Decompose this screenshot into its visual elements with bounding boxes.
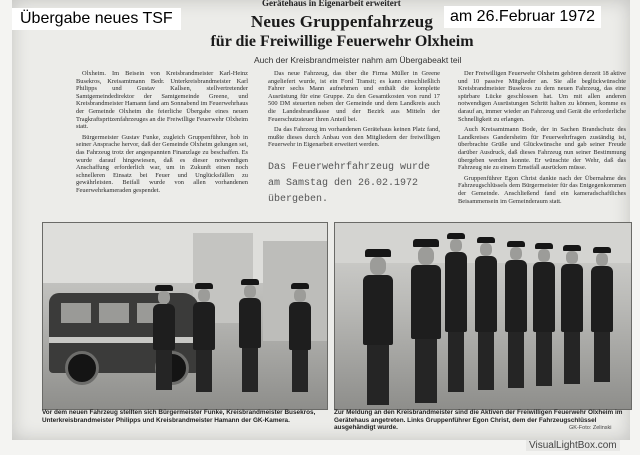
person	[475, 237, 497, 390]
article-column-2	[268, 70, 440, 148]
article-column-1	[76, 70, 248, 215]
photo-credit: GK-Foto: Zelinski	[569, 425, 612, 431]
person	[153, 285, 175, 390]
person	[193, 283, 215, 392]
typewritten-note: Das Feuerwehrfahrzeug wurde am Samstag den 26.02.1972 übergeben.	[268, 162, 431, 205]
photo-firefighters-lineup	[334, 222, 632, 410]
headline-line-2: für die Freiwillige Feuerwehr Olxheim	[210, 33, 474, 50]
person	[505, 241, 527, 388]
column-paragraph: Der Freiwilligen Feuerwehr Olxheim gehören derzeit 18 aktive und 10 passive Mitglieder an. Sie alle beglückwünschte Kreisbrandmeister Busekros zu dem neuen Fahrzeug, das eine spürbare Lücke geschlossen hat. Um mit allen anderen notwendigen Ausrüstungen Schritt halten zu können, komme es darauf an, immer wieder an Fahrzeug und Gerät die erforderliche Schnelligkeit zu erlangen.	[458, 70, 626, 123]
column-paragraph: Olxheim. Im Beisein von Kreisbrandmeister Karl-Heinz Busekros, Kreisamtmann Bedr. Unterkreisbrandmeister Karl Philipps und Gustav Kallsen, stellvertretender Samtgemeindedirektor der Samtgemeinde Greene, und Kreisbrandmeister Hamann fand am Sonnabend im Feuerwehrhaus der Gemeinde Olxheim die feierliche Übergabe eines neuen Tragkraftspritzenfahrzeuges an die Freiwillige Feuerwehr Olxheim statt.	[76, 70, 248, 131]
article-subline: Auch der Kreisbrandmeister nahm am Übergabeakt teil	[254, 55, 462, 65]
person	[591, 247, 613, 382]
photo-vehicle-handover	[42, 222, 328, 410]
photo-caption-right: Zur Meldung an den Kreisbrandmeister sind die Aktiven der Freiwilligen Feuerwehr Olxheim im Gerätehaus angetreten. Links Gruppenführer Egon Christ, dem der Fahrzeugschlüssel ausgehändigt wurde.	[334, 409, 623, 432]
headline-line-1: Neues Gruppenfahrzeug	[250, 12, 434, 31]
person	[561, 245, 583, 384]
overlay-title: Übergabe neues TSF	[12, 8, 181, 30]
person	[363, 249, 393, 405]
photo-caption-left: Vor dem neuen Fahrzeug stellten sich Bürgermeister Funke, Kreisbrandmeister Busekros, Unterkreisbrandmeister Philipps und Kreisbrandmeister Hamann der GK-Kamera.	[42, 409, 316, 424]
article-headline	[202, 12, 482, 52]
person	[445, 233, 467, 392]
column-paragraph: Das neue Fahrzeug, das über die Firma Müller in Greene angeliefert wurde, ist ein Ford Transit; es kann einschließlich Fahrer sechs Mann aufnehmen und enthält die komplette Ausrüstung für eine Gruppe. Zu den Gesamtkosten von rund 17 500 DM steuerten neben der Gemeinde und dem Landkreis auch die Landesbrandkasse und der Bezirk aus Mitteln der Feuerschutzsteuer ihren Anteil bei.	[268, 70, 440, 123]
newspaper-clipping	[12, 0, 630, 440]
article-kicker: Gerätehaus in Eigenarbeit erweitert	[262, 0, 401, 8]
person	[533, 243, 555, 386]
overlay-date: am 26.Februar 1972	[444, 6, 601, 28]
person	[289, 283, 311, 392]
column-paragraph: Gruppenführer Egon Christ dankte nach der Übernahme des Fahrzeugschlüssels dem Bürgermeister für das Entgegenkommen der Gemeinde. Anschließend fand ein kameradschaftliches Beisammensein im Gemeinderaum statt.	[458, 174, 626, 205]
fire-vehicle	[49, 293, 199, 373]
column-paragraph: Da das Fahrzeug im vorhandenen Gerätehaus keinen Platz fand, mußte dieses durch Anbau von den Mitgliedern der freiwilligen Feuerwehr in Eigenarbeit erweitert werden.	[268, 126, 440, 148]
column-paragraph: Bürgermeister Gustav Funke, zugleich Gruppenführer, hob in seiner Ansprache hervor, daß der Gemeinde Olxheim gelungen sei, das Fahrzeug trotz der angespannten Finanzlage zu beschaffen. Es wurde darauf hingewiesen, daß es dieser notwendigen Anschaffung erforderlich war, um in Zukunft einen noch schnelleren Einsatz bei Feuer und Unglücksfällen zu gewährleisten. Beifall wurde von allen vorhandenen Feuerwehrkameraden gespendet.	[76, 133, 248, 194]
article-column-3	[458, 70, 626, 235]
person	[411, 239, 441, 403]
watermark: VisualLightBox.com	[526, 440, 620, 451]
person	[239, 279, 261, 392]
column-paragraph: Auch Kreisamtmann Bode, der in Sachen Brandschutz des Landkreises Gandersheim für Feuerwehrfragen zuständig ist, überbrachte Grüße und Glückwünsche und gab seiner Freude darüber Ausdruck, daß dieses Fahrzeug nun seiner Bestimmung übergeben werden konnte. Er wünschte der Wehr, daß das Fahrzeug nie zu einem Ernstfall ausrücken müsse.	[458, 126, 626, 172]
